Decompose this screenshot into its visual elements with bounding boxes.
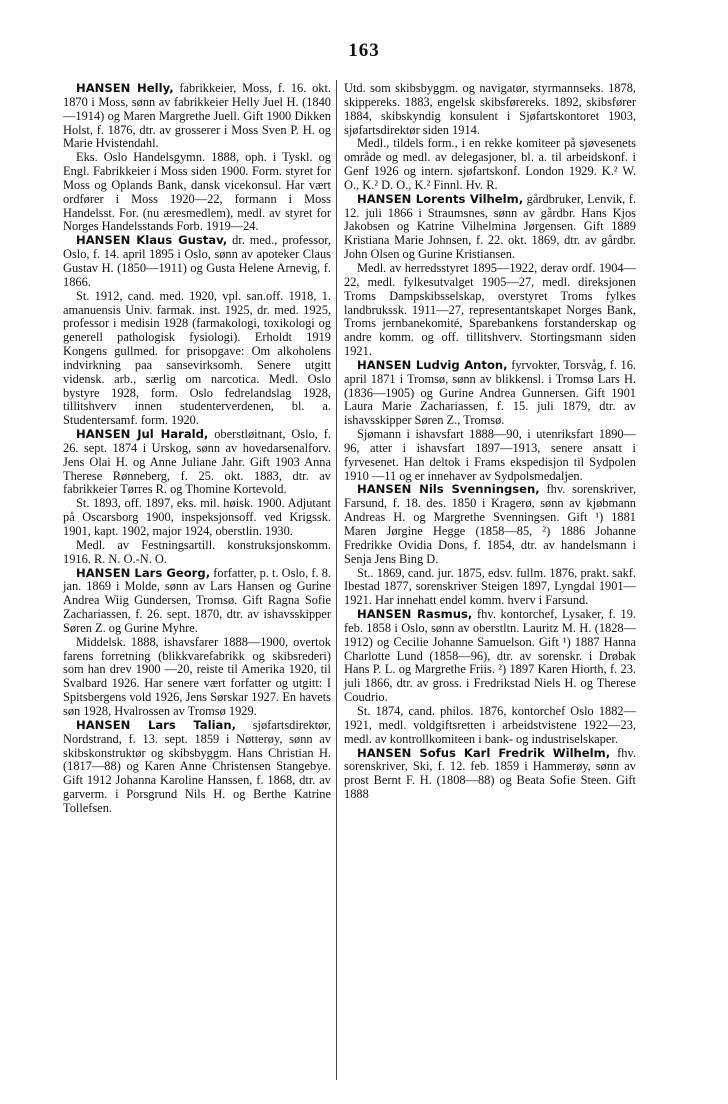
entry-name: HANSEN Helly, bbox=[76, 81, 174, 95]
entry-paragraph: St.. 1869, cand. jur. 1875, edsv. fullm. 1876, prakt. sakf. Ibestad 1877, sorenskriver Steigen 1897, Lyngdal 1901—1921. Har innehatt endel komm. hverv i Farsund. bbox=[344, 565, 636, 608]
biography-entry bbox=[63, 428, 331, 566]
entry-paragraph: Middelsk. 1888, ishavsfarer 1888—1900, overtok farens forretning (blikkvarefabrikk og skibsrederi) som han drev 1900 —20, reiste til Amerika 1920, til Svalbard 1926. Har senere vært forfatter og utgitt: I Spitsbergens vold 1926, Jens Sørskar 1927. En havets søn 1928, Hvalrossen av Tromsø 1929. bbox=[63, 634, 331, 718]
left-column bbox=[63, 82, 331, 816]
entry-paragraph: Medl., tildels form., i en rekke komiteer på sjøvesenets område og medl. av delegasjoner, bl. a. til arbeidskonf. i Genf 1926 og intern. sjøfartskonf. London 1929. K.² W. O., K.² D. O., K.² Finnl. Hv. R. bbox=[344, 136, 636, 192]
page-number: 163 bbox=[348, 40, 380, 61]
entry-text: forfatter, p. t. Oslo, f. 8. jan. 1869 i Molde, sønn av Lars Hansen og Gurine Andrea Wiig Gundersen, Tromsø. Gift Ragna Sofie Zachariassen, f. 26. sept. 1870, dtr. av ishavsskipper Søren Z. og Gurine Myhre. bbox=[63, 565, 331, 635]
entry-paragraph: St. 1893, off. 1897, eks. mil. høisk. 1900. Adjutant på Oscarsborg 1900, inspeksjonsoff. ved Krigssk. 1901, kapt. 1902, major 1924, oberstlin. 1930. bbox=[63, 496, 331, 538]
entry-text: sjøfartsdirektør, Nordstrand, f. 13. sept. 1859 i Nøtterøy, sønn av skibskonstruktør og skibsbyggm. Hans Christian H. (1817—88) og Karen Anne Christensen Stangebye. Gift 1912 Johanna Karoline Hanssen, f. 1868, dtr. av garverm. i Porsgrund Nils H. og Berthe Katrine Tollefsen. bbox=[63, 717, 332, 815]
biography-entry bbox=[63, 82, 331, 234]
entry-name: HANSEN Jul Harald, bbox=[76, 427, 209, 442]
biography-entry bbox=[344, 359, 636, 484]
entry-text: gårdbruker, Lenvik, f. 12. juli 1866 i Straumsnes, sønn av gårdbr. Hans Kjos Jakobsen og Katrine Vilhelmina Jørgensen. Gift 1889 Kristiana Marie Johnsen, f. 22. okt. 1869, dtr. av gårdbr. John Olsen og Gurine Kristiansen. bbox=[344, 191, 636, 262]
biography-entry bbox=[344, 608, 636, 746]
entry-paragraph: St. 1874, cand. philos. 1876, kontorchef Oslo 1882—1921, medl. voldgiftsretten i arbeidstvistene 1922—23, medl. av kontrollkomiteen i bank- og industriselskaper. bbox=[344, 703, 636, 746]
entry-paragraph: St. 1912, cand. med. 1920, vpl. san.off. 1918, 1. amanuensis Univ. farmak. inst. 1925, dr. med. 1925, professor i medisin 1928 (farmakologi, toxikologi og generell pathologisk fysiologi). Erholdt 1919 Kongens gullmed. for prisopgave: Om alkoholens indvirkning paa sansevirksomh. Senere utgitt vidensk. arb., særlig om narcotica. Medl. Oslo bystyre 1928, form. Oslo fedrelandslag 1928, tillitshverv innen studenterverdenen, bl. a. Studentersamf. form. 1920. bbox=[63, 288, 331, 428]
entry-name: HANSEN Nils Svenningsen, bbox=[357, 482, 540, 497]
entry-name: HANSEN Ludvig Anton, bbox=[357, 357, 508, 372]
biography-entry bbox=[63, 234, 331, 428]
right-column bbox=[344, 82, 636, 802]
entry-text: fhv. kontorchef, Lysaker, f. 19. feb. 1858 i Oslo, sønn av oberstltn. Lauritz M. H. (1828—1912) og Cecilie Johanne Samuelson. Gift ¹) 1887 Hanna Charlotte Lund (1858—96), dtr. av sorenskr. i Drøbak Hans P. L. og Margrethe Friis. ²) 1897 Karen Hiorth, f. 23. juli 1866, dtr. av gross. i Fredrikstad Niels H. og Therese Coudrio. bbox=[344, 607, 636, 705]
entry-text: fhv. sorenskriver, Ski, f. 12. feb. 1859 i Hammerøy, sønn av prost Bernt F. H. (1808—88) og Beata Sofie Steen. Gift 1888 bbox=[344, 745, 636, 802]
biography-entry-continued bbox=[344, 82, 636, 193]
biography-entry bbox=[63, 719, 331, 816]
entry-text: dr. med., professor, Oslo, f. 14. april 1895 i Oslo, sønn av apoteker Claus Gustav H. (1850—1911) og Gusta Helene Arnevig, f. 1866. bbox=[63, 233, 331, 289]
biography-entry bbox=[344, 483, 636, 608]
entry-paragraph: Eks. Oslo Handelsgymn. 1888, oph. i Tyskl. og Engl. Fabrikkeier i Moss siden 1900. Form. styret for Moss og Oplands Bank, dansk vicekonsul. Har vært ordfører i Moss 1920—22, formann i Moss Handelsst. For. (nu æresmedlem), medl. av styret for Norges Handelsstands Forb. 1919—24. bbox=[63, 150, 331, 234]
entry-text: fyrvokter, Torsvåg, f. 16. april 1871 i Tromsø, sønn av blikkensl. i Tromsø Lars H. (1836—1905) og Gurine Andrea Gunnersen. Gift 1901 Laura Marie Zachariassen, f. 15. juli 1879, dtr. av ishavsskipper Søren Z., Tromsø. bbox=[344, 357, 636, 428]
entry-name: HANSEN Klaus Gustav, bbox=[76, 233, 228, 248]
entry-paragraph: Sjømann i ishavsfart 1888—90, i utenriksfart 1890—96, atter i ishavsfart 1897—1913, senere ansatt i fyrvesenet. Han deltok i Frams ekspedisjon til Sydpolen 1910 —11 og er innehaver av Sydpolsmedaljen. bbox=[344, 427, 636, 483]
entry-paragraph: Medl. av Festningsartill. konstruksjonskomm. 1916. R. N. O.-N. O. bbox=[63, 537, 331, 566]
entry-name: HANSEN Sofus Karl Fredrik Wilhelm, bbox=[357, 745, 611, 760]
column-divider bbox=[336, 80, 337, 1080]
entry-name: HANSEN Lars Georg, bbox=[76, 565, 211, 580]
entry-name: HANSEN Rasmus, bbox=[357, 607, 473, 622]
entry-text: oberstløitnant, Oslo, f. 26. sept. 1874 i Urskog, sønn av hovedarsenalforv. Jens Olai H. og Anne Juliane Jahr. Gift 1903 Anna Therese Rønneberg, f. 25. okt. 1883, dtr. av fabrikkeier Tørres R. og Thomine Kortevold. bbox=[63, 427, 331, 497]
biography-entry bbox=[63, 567, 331, 719]
entry-text: Utd. som skibsbyggm. og navigatør, styrmannseks. 1878, skippereks. 1883, engelsk skibsførereks. 1892, skibsfører 1884, skibskyndig konsulent i Sjøfartskontoret 1903, sjøfartsdirektør siden 1914. bbox=[344, 81, 636, 137]
biography-entry bbox=[344, 747, 636, 802]
entry-text: fhv. sorenskriver, Farsund, f. 18. des. 1850 i Kragerø, sønn av kjøbmann Andreas H. og Margrethe Svenningsen. Gift ¹) 1881 Maren Jørgine Hegge (1858—85, ²) 1886 Johanne Fredrikke Ovidia Dons, f. 1854, dtr. av handelsmann i Senja Jens Bing D. bbox=[344, 482, 636, 566]
entry-text: fabrikkeier, Moss, f. 16. okt. 1870 i Moss, sønn av fabrikkeier Helly Juel H. (1840—1914) og Maren Margrethe Juell. Gift 1900 Dikken Holst, f. 1876, dtr. av grosserer i Moss Sven P. H. og Marie Hvistendahl. bbox=[63, 81, 331, 151]
entry-name: HANSEN Lorents Vilhelm, bbox=[357, 191, 524, 206]
entry-paragraph: Medl. av herredsstyret 1895—1922, derav ordf. 1904—22, medl. fylkesutvalget 1905—27, medl. direksjonen Troms Dampskibsselskap, overstyret Troms fylkes landbrukssk. 1911—27, representantskapet Norges Bank, Troms jernbanekomité, Sparebankens forstanderskap og andre komm. og off. tillitshverv. Stortingsmann siden 1921. bbox=[344, 260, 636, 359]
biography-entry bbox=[344, 193, 636, 359]
entry-name: HANSEN Lars Talian, bbox=[76, 717, 237, 732]
